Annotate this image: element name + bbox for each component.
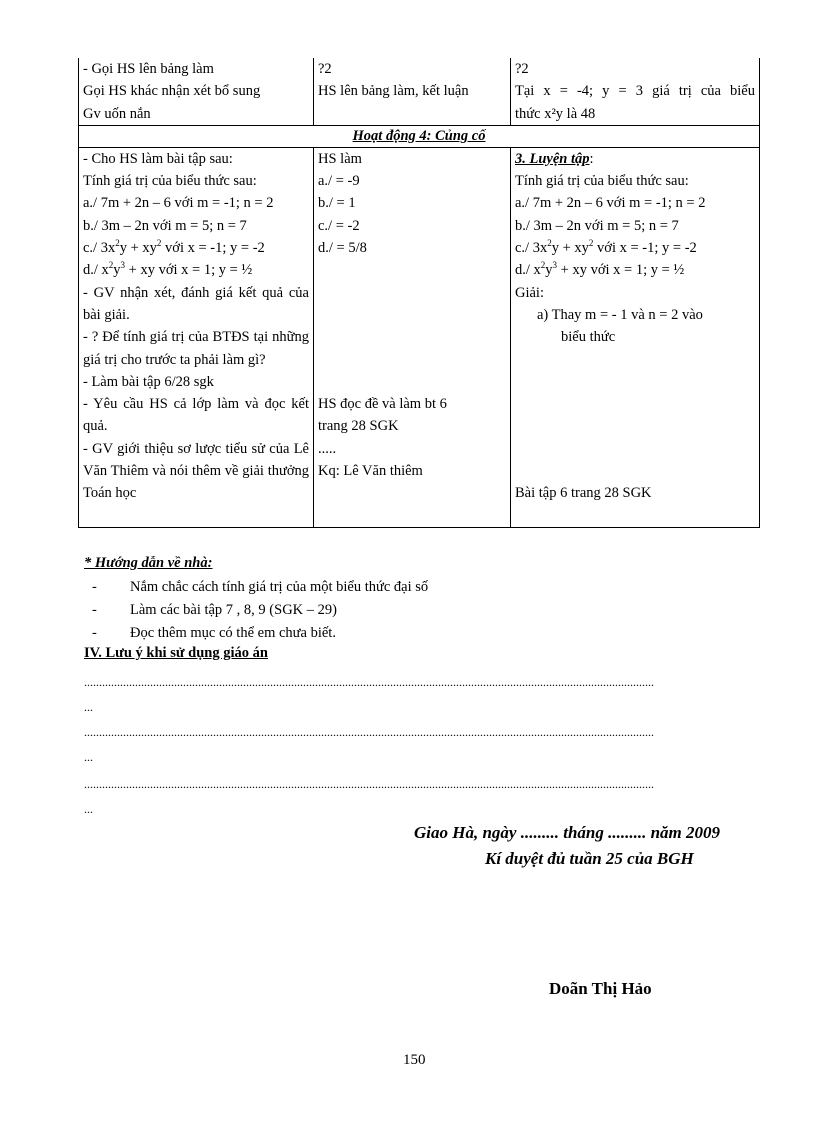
dotted-line: .............................................................................................................................................................................................. (84, 725, 654, 739)
homework-list (92, 576, 428, 645)
dotted-line: .............................................................................................................................................................................................. (84, 777, 654, 791)
list-item: - Đọc thêm mục có thể em chưa biết. (92, 625, 336, 641)
student-activity-cell: ?2 HS lên bảng làm, kết luận (314, 58, 511, 125)
list-item: - Nắm chắc cách tính giá trị của một biểu thức đại số (92, 579, 429, 595)
expression-c: c./ $3x^2y + xy^2$ với x = -1; y = -2 (515, 238, 697, 257)
signer-name: Doãn Thị Hảo (549, 979, 652, 998)
place-date: Giao Hà, ngày ......... tháng ......... năm 2009 (414, 823, 721, 842)
table-row (79, 147, 760, 527)
approval-line: Kí duyệt đủ tuần 25 của BGH (485, 849, 694, 868)
dotted-line: .............................................................................................................................................................................................. (84, 675, 654, 689)
section-iv-heading: IV. Lưu ý khi sử dụng giáo án (84, 645, 268, 661)
teacher-activity-cell: - Cho HS làm bài tập sau: Tính giá trị của biểu thức sau: a./ 7m + 2n – 6 với m = -1; n = 2 b./ 3m – 2n với m = 5; n = 7 c./ $3x^2y + xy^2$ với x = -1; y = -2 d./ $x^2y^3$ + xy với x = 1; y = ½ - GV nhận xét, đánh giá kết quả của bài giải. - ? Để tính giá trị của BTĐS tại những giá trị cho trước ta phải làm gì? - Làm bài tập 6/28 sgk - Yêu cầu HS cả lớp làm và đọc kết quả. - GV giới thiệu sơ lược tiểu sử của Lê Văn Thiêm và nói thêm về giải thưởng Toán học (79, 147, 314, 527)
table-row (79, 58, 760, 125)
expression-d: d./ $x^2y^3$ + xy với x = 1; y = ½ (83, 260, 253, 279)
content-cell: ?2 Tại x = -4; y = 3 giá trị của biểu thức x²y là 48 (511, 58, 760, 125)
content-cell: 3. Luyện tập: Tính giá trị của biểu thức sau: a./ 7m + 2n – 6 với m = -1; n = 2 b./ 3m – 2n với m = 5; n = 7 c./ $3x^2y + xy^2$ với x = -1; y = -2 d./ $x^2y^3$ + xy với x = 1; y = ½ Giải: a) Thay m = - 1 và n = 2 vào biểu thức Bài tập 6 trang 28 SGK (511, 147, 760, 527)
teacher-activity-cell: - Gọi HS lên bảng làm Gọi HS khác nhận xét bổ sung Gv uốn nắn (79, 58, 314, 125)
dotted-line-short: ... (84, 750, 93, 764)
homework-heading: * Hướng dẫn về nhà: (84, 555, 213, 571)
activity-heading: Hoạt động 4: Củng cố (79, 125, 760, 147)
expression-d: d./ $x^2y^3$ + xy với x = 1; y = ½ (515, 260, 685, 279)
page-number: 150 (403, 1052, 426, 1068)
list-item: - Làm các bài tập 7 , 8, 9 (SGK – 29) (92, 602, 337, 618)
lesson-table (78, 58, 760, 528)
dotted-line-short: ... (84, 700, 93, 714)
activity-heading-row (79, 125, 760, 147)
dotted-line-short: ... (84, 802, 93, 816)
section-heading: 3. Luyện tập: (515, 150, 594, 167)
expression-c: c./ $3x^2y + xy^2$ với x = -1; y = -2 (83, 238, 265, 257)
student-activity-cell: HS làm a./ = -9 b./ = 1 c./ = -2 d./ = 5/8 HS đọc đề và làm bt 6 trang 28 SGK ..... Kq: Lê Văn thiêm (314, 147, 511, 527)
